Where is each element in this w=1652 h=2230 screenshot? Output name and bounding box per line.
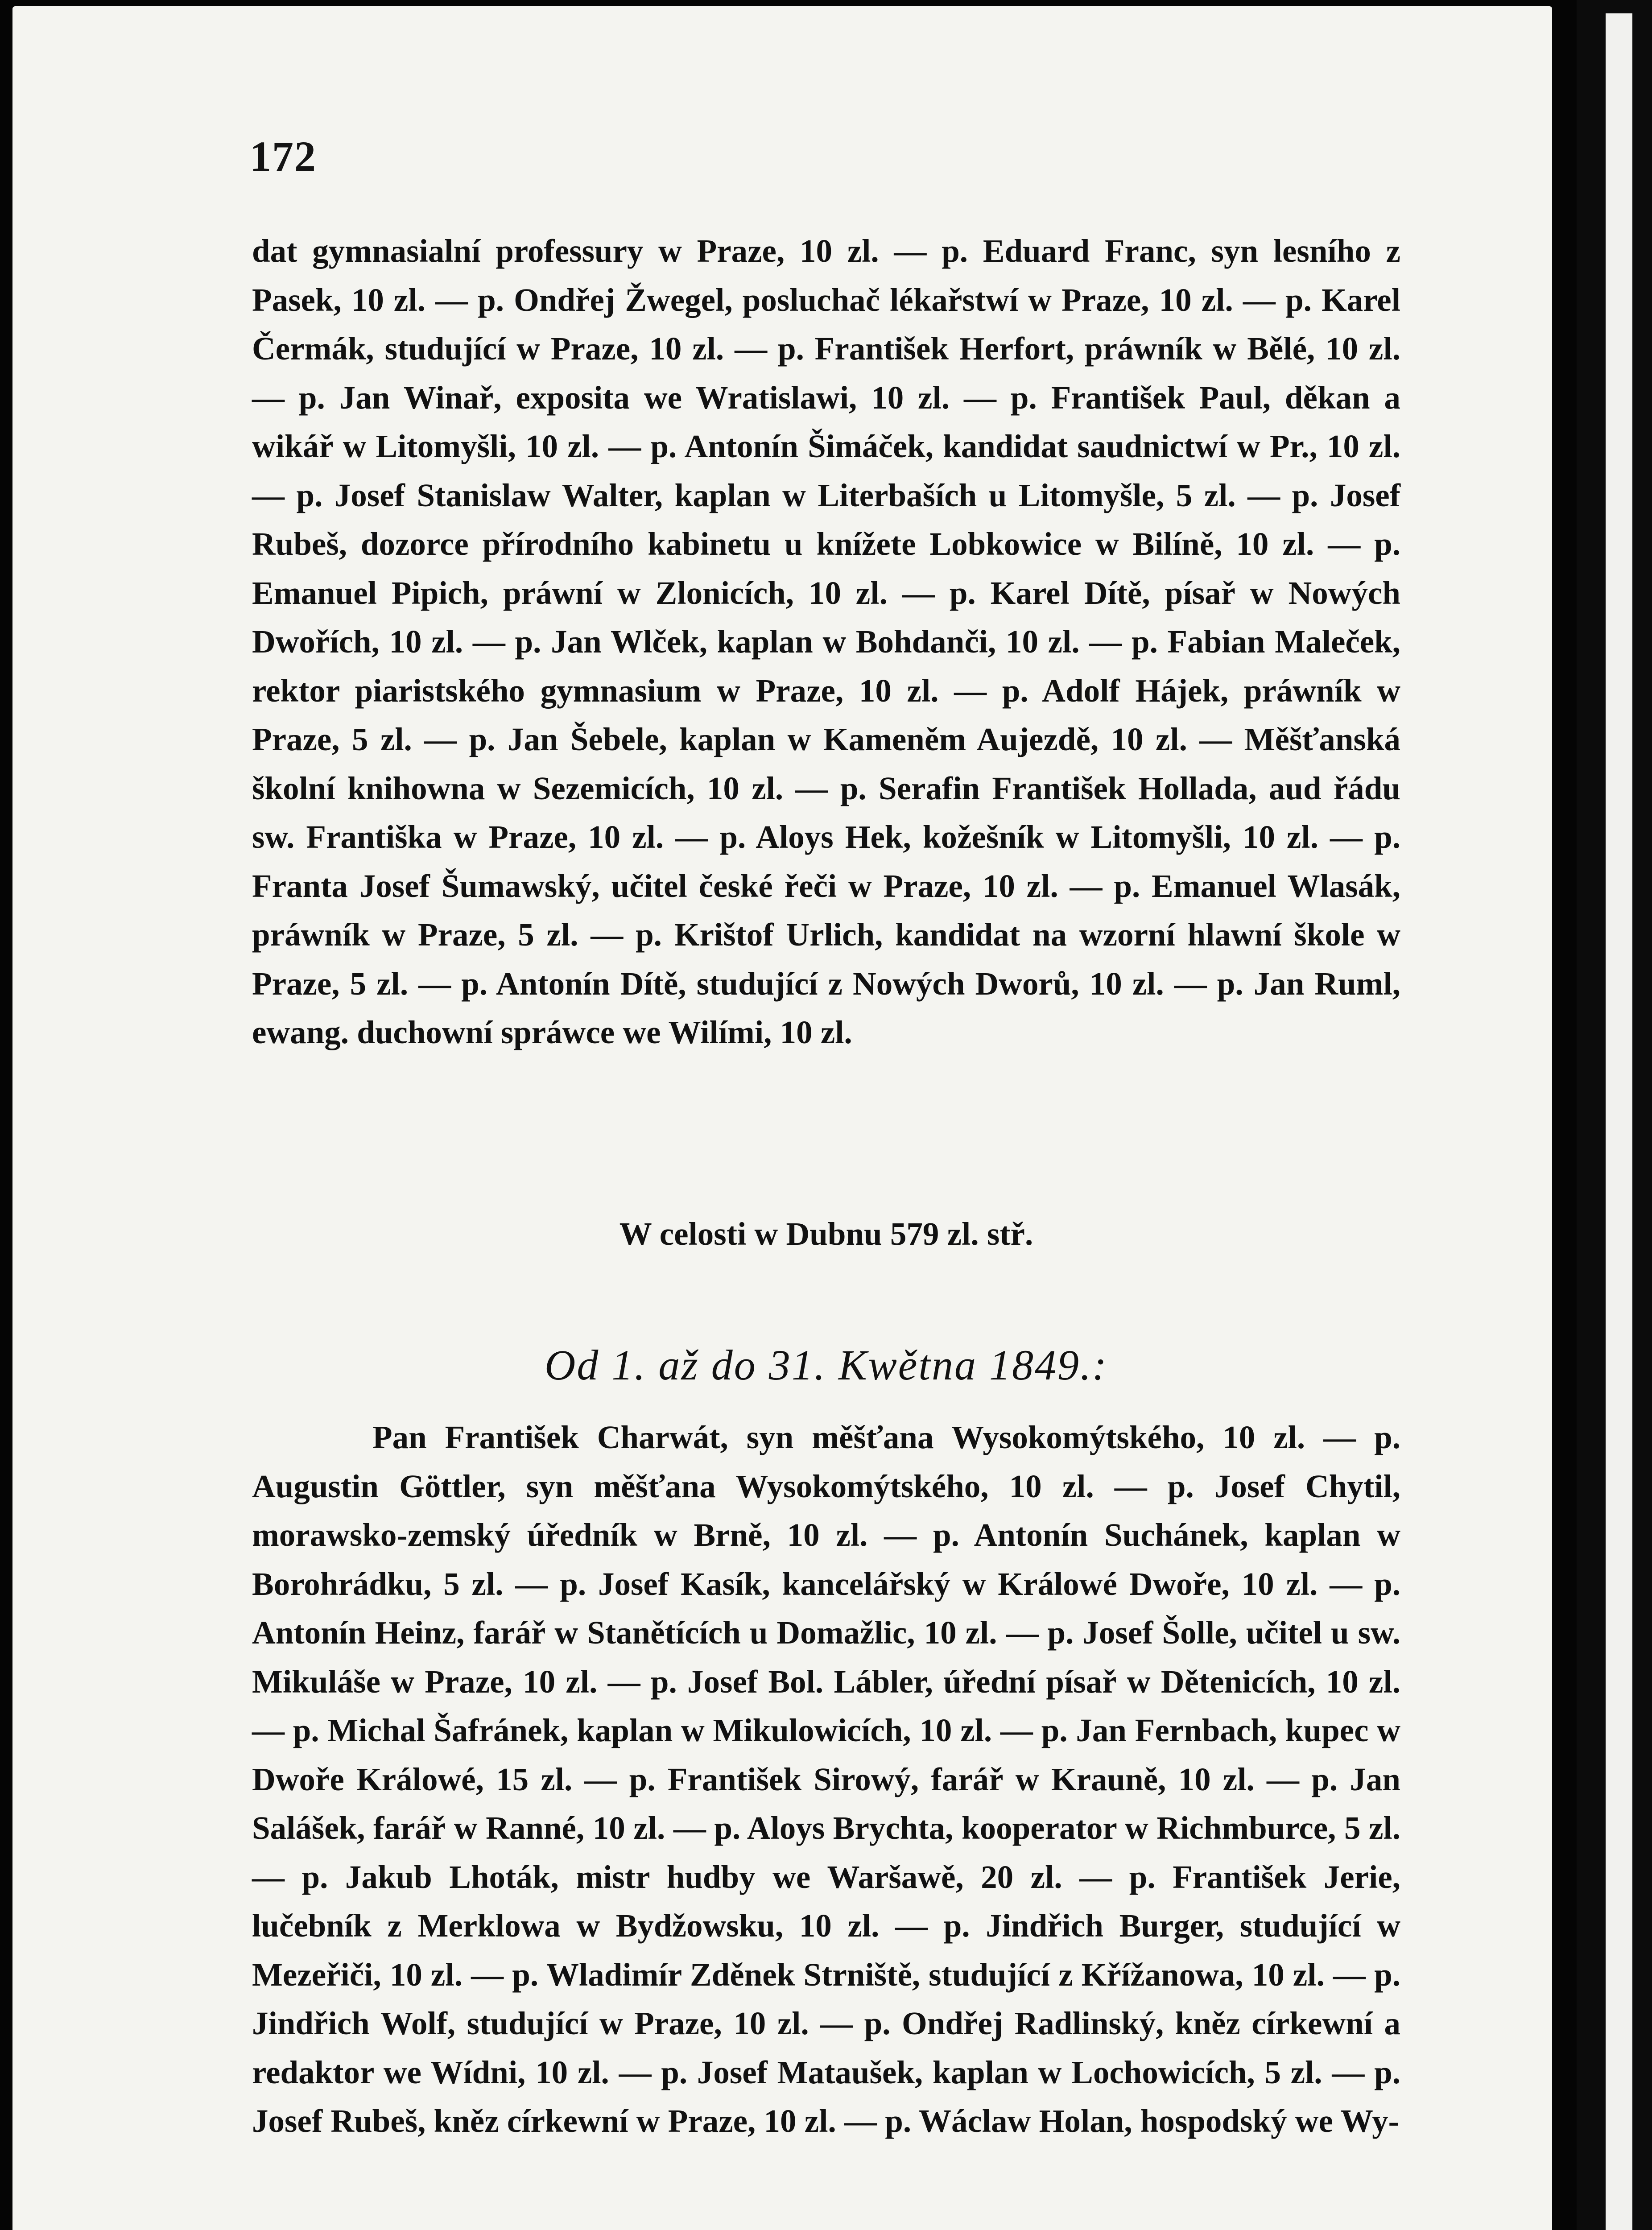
facing-page-strip [1606,13,1632,2230]
donor-list-april [252,227,1400,1057]
paragraph-april: dat gymnasialní professury w Praze, 10 zl. — p. Eduard Franc, syn lesního z Pasek, 10 zl. — p. Ondřej Žwegel, posluchač lékařstwí w Praze, 10 zl. — p. Karel Čermák, studující w Praze, 10 zl. — p. František Herfort, práwník w Bělé, 10 zl. — p. Jan Winař, exposita we Wratislawi, 10 zl. — p. František Paul, děkan a wikář w Litomyšli, 10 zl. — p. Antonín Šimáček, kandidat saudnictwí w Pr., 10 zl. — p. Josef Stanislaw Walter, kaplan w Literbaších u Litomyšle, 5 zl. — p. Josef Rubeš, dozorce přírodního kabinetu u knížete Lobkowice w Bilíně, 10 zl. — p. Emanuel Pipich, práwní w Zlonicích, 10 zl. — p. Karel Dítě, písař w Nowých Dwořích, 10 zl. — p. Jan Wlček, kaplan w Bohdanči, 10 zl. — p. Fabian Maleček, rektor piaristského gymnasium w Praze, 10 zl. — p. Adolf Hájek, práwník w Praze, 5 zl. — p. Jan Šebele, kaplan w Kameněm Aujezdě, 10 zl. — Měšťanská školní knihowna w Sezemicích, 10 zl. — p. Serafin František Hollada, aud řádu sw. Františka w Praze, 10 zl. — p. Aloys Hek, kožešník w Litomyšli, 10 zl. — p. Franta Josef Šumawský, učitel české řeči w Praze, 10 zl. — p. Emanuel Wlasák, práwník w Praze, 5 zl. — p. Krištof Urlich, kandidat na wzorní hlawní škole w Praze, 5 zl. — p. Antonín Dítě, studující z Nowých Dworů, 10 zl. — p. Jan Ruml, ewang. duchowní spráwce we Wilími, 10 zl. [252,233,1400,1050]
donor-list-may [252,1413,1400,2146]
paragraph-may: Pan František Charwát, syn měšťana Wysokomýtského, 10 zl. — p. Augustin Göttler, syn měšťana Wysokomýtského, 10 zl. — p. Josef Chytil, morawsko-zemský úředník w Brně, 10 zl. — p. Antonín Suchánek, kaplan w Borohrádku, 5 zl. — p. Josef Kasík, kancelářský w Králowé Dwoře, 10 zl. — p. Antonín Heinz, farář w Stanětících u Domažlic, 10 zl. — p. Josef Šolle, učitel u sw. Mikuláše w Praze, 10 zl. — p. Josef Bol. Lábler, úřední písař w Dětenicích, 10 zl. — p. Michal Šafránek, kaplan w Mikulowicích, 10 zl. — p. Jan Fernbach, kupec w Dwoře Králowé, 15 zl. — p. František Sirowý, farář w Krauně, 10 zl. — p. Jan Salášek, farář w Ranné, 10 zl. — p. Aloys Brychta, kooperator w Richmburce, 5 zl. — p. Jakub Lhoták, mistr hudby we Waršawě, 20 zl. — p. František Jerie, lučebník z Merklowa w Bydžowsku, 10 zl. — p. Jindřich Burger, studující w Mezeřiči, 10 zl. — p. Wladimír Zděnek Strniště, studující z Křížanowa, 10 zl. — p. Jindřich Wolf, studující w Praze, 10 zl. — p. Ondřej Radlinský, kněz církewní a redaktor we Wídni, 10 zl. — p. Josef Mataušek, kaplan w Lochowicích, 5 zl. — p. Josef Rubeš, kněz církewní w Praze, 10 zl. — p. Wáclaw Holan, hospodský we Wy- [252,1419,1400,2139]
page-number: 172 [250,132,317,180]
section-heading-may: Od 1. až do 31. Kwětna 1849.: [545,1341,1108,1389]
april-total: W celosti w Dubnu 579 zl. stř. [619,1216,1033,1252]
